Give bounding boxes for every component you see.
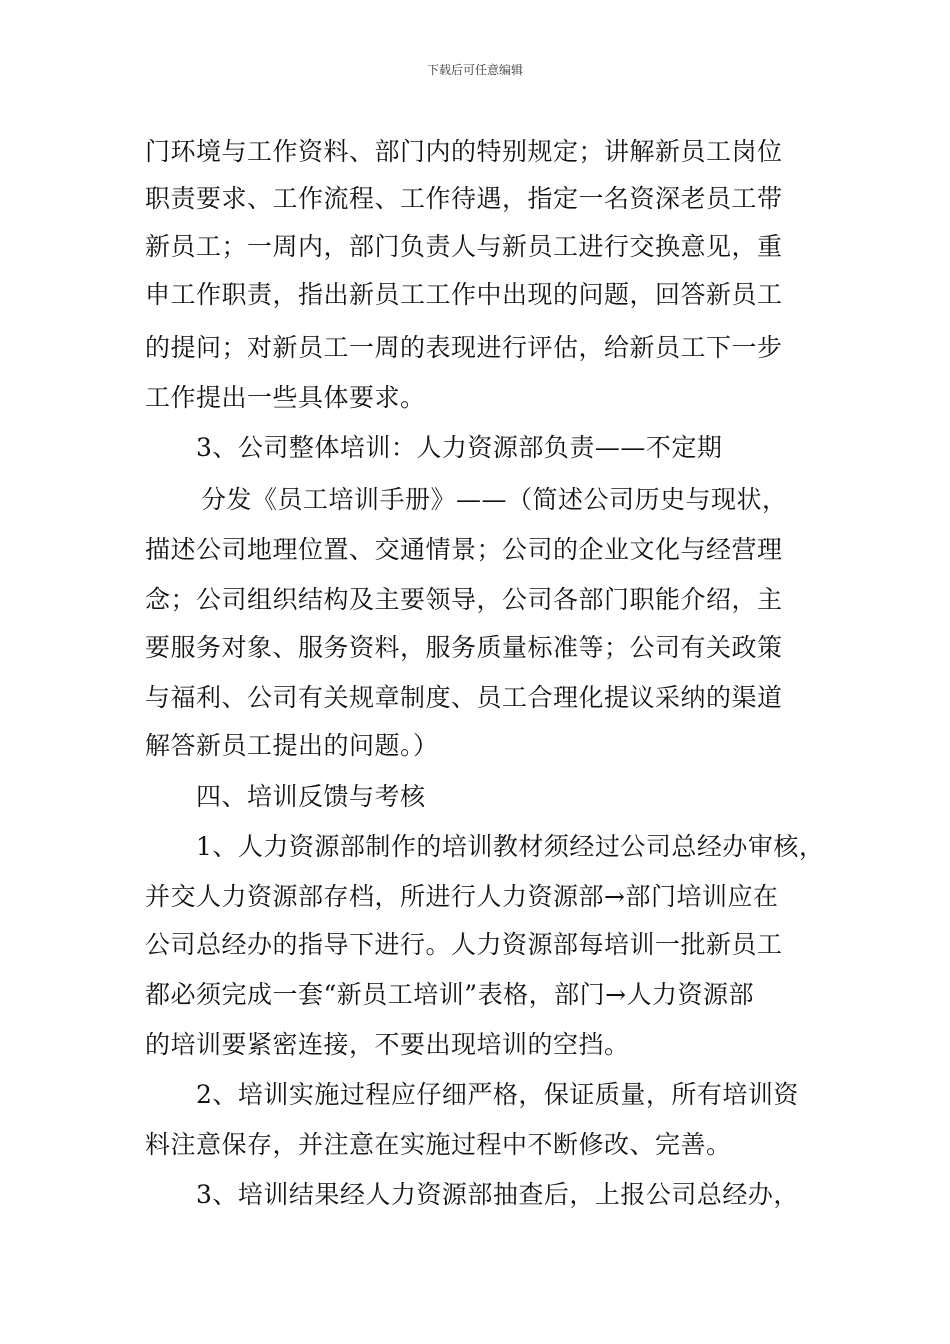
body-line: 分发《员工培训手册》——（简述公司历史与现状，	[201, 485, 788, 514]
body-line: 职责要求、工作流程、工作待遇，指定一名资深老员工带	[145, 184, 783, 213]
body-line: 要服务对象、服务资料，服务质量标准等；公司有关政策	[145, 633, 783, 662]
body-line: 与福利、公司有关规章制度、员工合理化提议采纳的渠道	[145, 683, 783, 712]
section-heading: 四、培训反馈与考核	[196, 782, 426, 811]
section-item: 3、培训结果经人力资源部抽查后，上报公司总经办，	[196, 1180, 799, 1209]
section-item: 3、公司整体培训：人力资源部负责——不定期	[196, 433, 723, 462]
page-header: 下载后可任意编辑	[426, 63, 523, 77]
body-line: 都必须完成一套“新员工培训”表格，部门→人力资源部	[145, 980, 755, 1009]
body-line: 门环境与工作资料、部门内的特别规定；讲解新员工岗位	[145, 137, 783, 166]
body-line: 申工作职责，指出新员工工作中出现的问题，回答新员工	[145, 280, 783, 309]
body-line: 公司总经办的指导下进行。人力资源部每培训一批新员工	[145, 930, 783, 959]
body-line: 新员工；一周内，部门负责人与新员工进行交换意见，重	[145, 232, 783, 261]
body-line: 解答新员工提出的问题。）	[145, 731, 439, 760]
body-line: 念；公司组织结构及主要领导，公司各部门职能介绍，主	[145, 585, 783, 614]
section-item: 1、人力资源部制作的培训教材须经过公司总经办审核，	[196, 832, 825, 861]
body-line: 的提问；对新员工一周的表现进行评估，给新员工下一步	[145, 333, 783, 362]
body-line: 的培训要紧密连接，不要出现培训的空挡。	[145, 1030, 630, 1059]
body-line: 描述公司地理位置、交通情景；公司的企业文化与经营理	[145, 535, 783, 564]
body-line: 料注意保存，并注意在实施过程中不断修改、完善。	[145, 1130, 732, 1159]
body-line: 并交人力资源部存档，所进行人力资源部→部门培训应在	[145, 882, 779, 911]
body-line: 工作提出一些具体要求。	[145, 383, 426, 412]
section-item: 2、培训实施过程应仔细严格，保证质量，所有培训资	[196, 1080, 799, 1109]
